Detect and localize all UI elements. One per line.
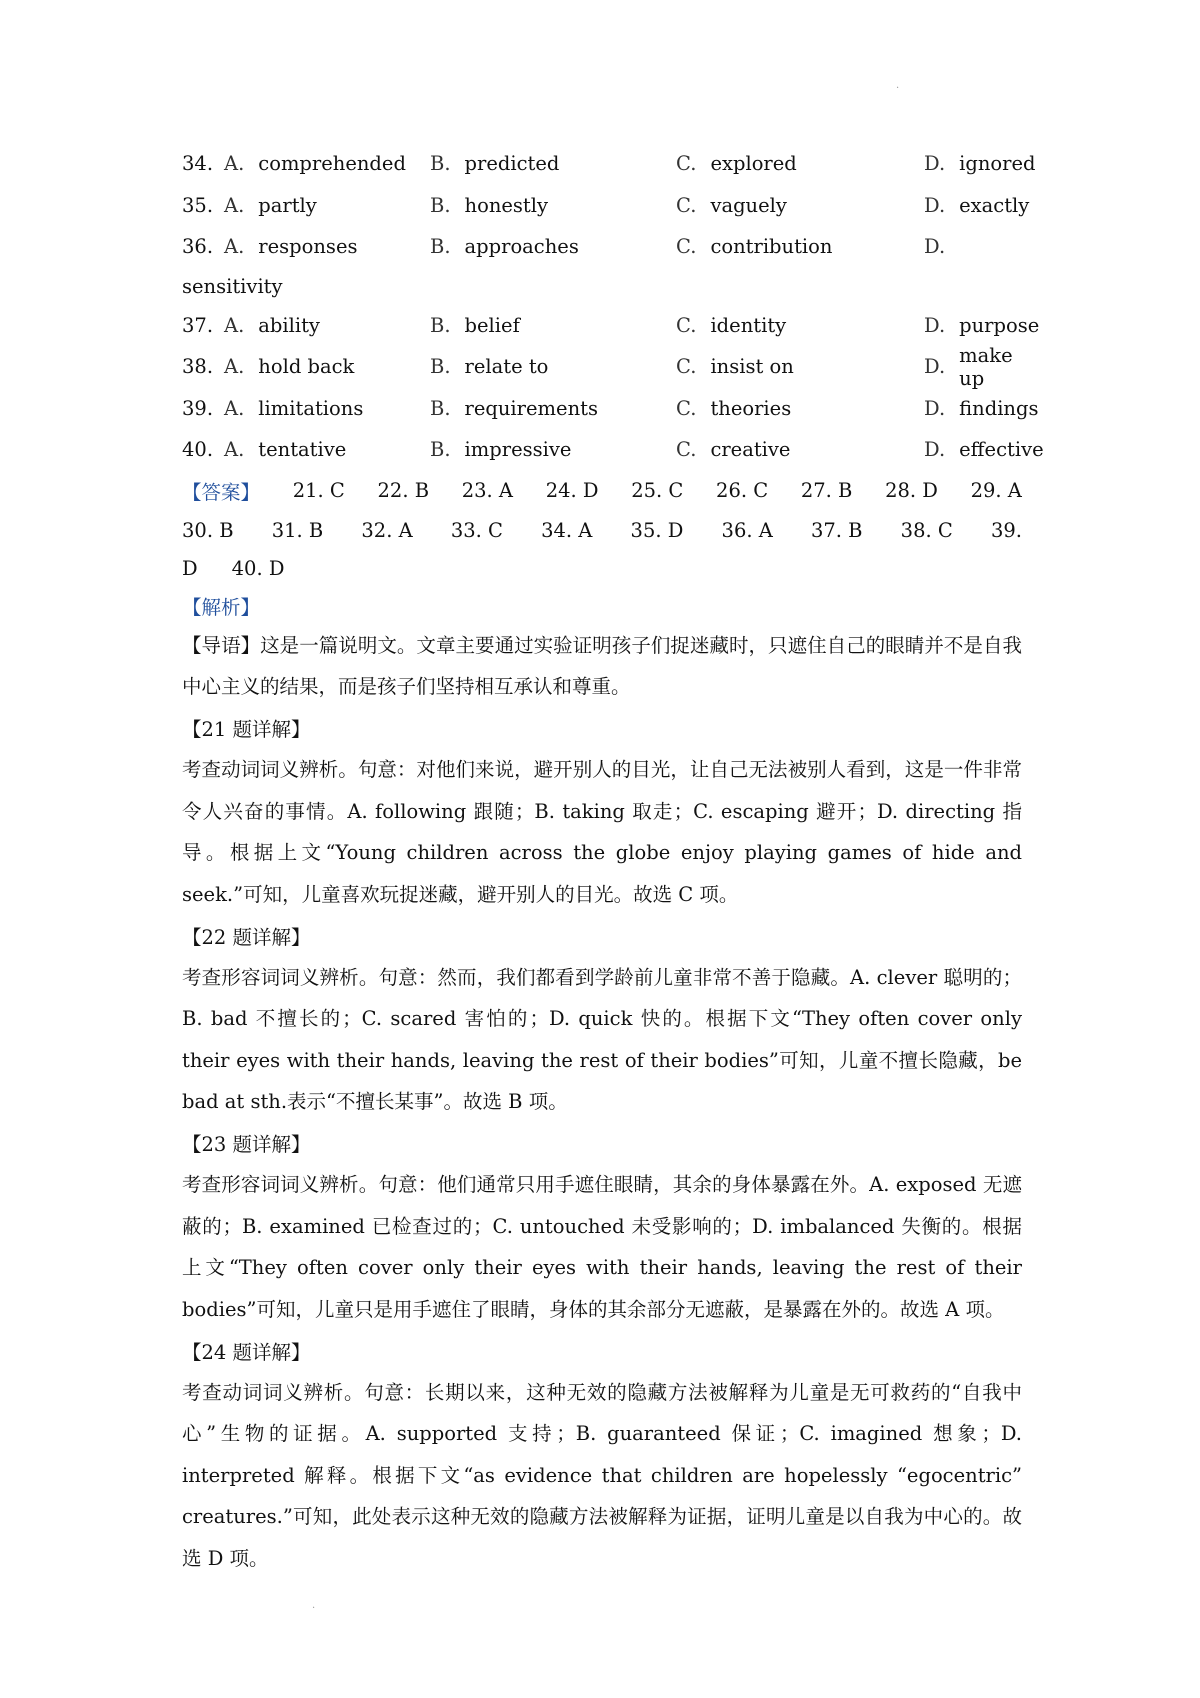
option-d	[924, 193, 1030, 217]
option-text: tentative	[258, 438, 347, 462]
answer-tag: 【答案】	[182, 480, 261, 504]
answer-item: 30. B	[182, 519, 234, 542]
question-39	[182, 388, 1039, 430]
option-d	[924, 396, 1039, 420]
detail-text: 考查形容词词义辨析。句意：然而，我们都看到学龄前儿童非常不善于隐藏。A. clever 聪明的；B. bad 不擅长的；C. scared 害怕的；D. quick 快的。根据下文“They often cover only their eyes with their hands, leaving the rest of their bodies”可知，儿童不擅长隐藏，be bad at sth.表示“不擅长某事”。故选 B 项。	[182, 965, 1022, 1113]
option-text: theories	[710, 396, 792, 420]
question-number: 37.	[182, 313, 214, 337]
detail-text: 考查形容词词义辨析。句意：他们通常只用手遮住眼睛，其余的身体暴露在外。A. exposed 无遮蔽的；B. examined 已检查过的；C. untouched 未受影响的；D. imbalanced 失衡的。根据上文“They often cover only their eyes with their hands, leaving the rest of their bodies”可知，儿童只是用手遮住了眼睛，身体的其余部分无遮蔽，是暴露在外的。故选 A 项。	[182, 1173, 1022, 1321]
option-letter: B.	[430, 152, 451, 176]
question-number: 39.	[182, 396, 214, 420]
option-text: findings	[959, 396, 1039, 420]
option-letter: C.	[676, 193, 697, 217]
option-text: relate to	[464, 355, 549, 379]
option-b	[430, 235, 676, 258]
detail-text: 考查动词词义辨析。句意：长期以来，这种无效的隐藏方法被解释为儿童是无可救药的“自我中心”生物的证据。A. supported 支持；B. guaranteed 保证；C. imagined 想象；D. interpreted 解释。根据下文“as evidence that children are hopelessly “egocentric” creatures.”可知，此处表示这种无效的隐藏方法被解释为证据，证明儿童是以自我为中心的。故选 D 项。	[182, 1380, 1022, 1570]
detail-heading: 【22 题详解】	[182, 925, 311, 949]
option-letter: C.	[676, 235, 697, 259]
answer-item: 21. C	[292, 479, 345, 502]
option-letter: A.	[224, 193, 245, 217]
answer-key	[182, 471, 1022, 587]
answer-item: 37. B	[810, 519, 863, 542]
option-text: make up	[959, 343, 1013, 390]
answer-item: D	[182, 557, 198, 580]
answer-item: 23. A	[461, 479, 514, 502]
option-text: limitations	[258, 396, 364, 420]
option-text: honestly	[464, 193, 549, 217]
option-letter: D.	[924, 438, 946, 462]
option-letter: A.	[224, 396, 245, 420]
question-40	[182, 429, 1044, 471]
option-letter: D.	[924, 235, 946, 259]
option-d	[924, 313, 1040, 337]
option-b	[430, 438, 676, 461]
answer-item: 31. B	[271, 519, 324, 542]
question-36	[182, 226, 1022, 268]
option-b	[430, 314, 676, 337]
answer-row-3	[182, 551, 1022, 587]
option-text: comprehended	[258, 152, 406, 176]
option-a	[224, 152, 430, 175]
option-c	[676, 397, 924, 420]
scan-dot: .	[312, 1600, 316, 1611]
answer-item: 35. D	[630, 519, 684, 542]
option-b	[430, 397, 676, 420]
option-a	[224, 355, 430, 378]
question-list	[182, 143, 1044, 471]
answer-item: 39.	[990, 519, 1022, 542]
detail-section-22	[182, 915, 1022, 1123]
answer-item: 22. B	[377, 479, 430, 502]
option-c	[676, 235, 924, 258]
answer-item: 26. C	[716, 479, 769, 502]
option-text: effective	[959, 438, 1044, 462]
question-number: 34.	[182, 152, 214, 176]
option-text: insist on	[710, 355, 794, 379]
option-text: ignored	[959, 152, 1036, 176]
answer-item: 27. B	[800, 479, 853, 502]
answer-item: 24. D	[545, 479, 599, 502]
option-letter: A.	[224, 313, 245, 337]
detail-heading: 【23 题详解】	[182, 1133, 311, 1157]
content	[182, 143, 1044, 1579]
option-text: responses	[258, 235, 358, 259]
question-number: 38.	[182, 355, 214, 379]
option-text: approaches	[464, 235, 579, 259]
question-37	[182, 305, 1040, 347]
option-text: predicted	[464, 152, 560, 176]
option-c	[676, 355, 924, 378]
scan-dot: .	[896, 80, 900, 91]
answer-item: 38. C	[900, 519, 953, 542]
option-d	[924, 344, 1022, 390]
answer-item: 34. A	[541, 519, 593, 542]
option-d	[924, 438, 1044, 462]
analysis-tag: 【解析】	[182, 595, 261, 619]
option-letter: D.	[924, 396, 946, 420]
question-number: 36.	[182, 235, 214, 259]
option-a	[224, 438, 430, 461]
detail-heading: 【24 题详解】	[182, 1340, 311, 1364]
option-letter: B.	[430, 396, 451, 420]
option-d-wrapped-text: sensitivity	[182, 274, 283, 298]
option-letter: C.	[676, 313, 697, 337]
option-text: creative	[710, 438, 791, 462]
guide-paragraph: 【导语】这是一篇说明文。文章主要通过实验证明孩子们捉迷藏时，只遮住自己的眼睛并不是自我中心主义的结果，而是孩子们坚持相互承认和尊重。	[182, 633, 1022, 698]
option-letter: B.	[430, 438, 451, 462]
option-letter: A.	[224, 355, 245, 379]
question-number: 35.	[182, 193, 214, 217]
option-text: ability	[258, 313, 320, 337]
option-a	[224, 314, 430, 337]
detail-heading: 【21 题详解】	[182, 718, 311, 742]
option-letter: D.	[924, 355, 946, 379]
option-text: identity	[710, 313, 787, 337]
answer-item: 29. A	[970, 479, 1022, 502]
option-text: contribution	[710, 235, 833, 259]
option-text: belief	[464, 313, 520, 337]
option-a	[224, 397, 430, 420]
detail-section-23	[182, 1123, 1022, 1331]
option-letter: C.	[676, 438, 697, 462]
option-letter: B.	[430, 355, 451, 379]
detail-text: 考查动词词义辨析。句意：对他们来说，避开别人的目光，让自己无法被别人看到，这是一件非常令人兴奋的事情。A. following 跟随；B. taking 取走；C. escaping 避开；D. directing 指导。根据上文“Young children across the globe enjoy playing games of hide and seek.”可知，儿童喜欢玩捉迷藏，避开别人的目光。故选 C 项。	[182, 758, 1022, 906]
option-text: partly	[258, 193, 317, 217]
option-text: impressive	[464, 438, 572, 462]
answer-item: 25. C	[631, 479, 684, 502]
option-d	[924, 235, 1022, 258]
answer-item: 32. A	[361, 519, 413, 542]
option-letter: D.	[924, 193, 946, 217]
option-letter: B.	[430, 235, 451, 259]
option-b	[430, 152, 676, 175]
answer-item: 28. D	[885, 479, 938, 502]
option-letter: A.	[224, 438, 245, 462]
option-d	[924, 152, 1036, 176]
option-letter: C.	[676, 152, 697, 176]
option-letter: D.	[924, 152, 946, 176]
option-c	[676, 152, 924, 175]
answer-item: 36. A	[721, 519, 773, 542]
answer-item: 33. C	[450, 519, 503, 542]
option-text: explored	[710, 152, 797, 176]
question-35	[182, 185, 1030, 227]
option-text: requirements	[464, 396, 598, 420]
option-c	[676, 314, 924, 337]
question-38	[182, 343, 1022, 390]
option-letter: B.	[430, 193, 451, 217]
option-text: exactly	[959, 193, 1030, 217]
option-b	[430, 194, 676, 217]
question-number: 40.	[182, 438, 214, 462]
option-b	[430, 355, 676, 378]
option-text: hold back	[258, 355, 355, 379]
answer-row-2	[182, 511, 1022, 551]
option-letter: A.	[224, 235, 245, 259]
option-a	[224, 235, 430, 258]
option-text: purpose	[959, 313, 1040, 337]
option-letter: D.	[924, 313, 946, 337]
option-text: vaguely	[710, 193, 787, 217]
option-c	[676, 438, 924, 461]
option-c	[676, 194, 924, 217]
detail-section-24	[182, 1330, 1022, 1579]
option-letter: A.	[224, 152, 245, 176]
answer-row-1	[182, 471, 1022, 511]
detail-section-21	[182, 708, 1022, 916]
option-letter: C.	[676, 396, 697, 420]
option-letter: C.	[676, 355, 697, 379]
answer-item: 40. D	[231, 557, 285, 580]
question-34	[182, 143, 1036, 185]
option-letter: B.	[430, 313, 451, 337]
option-a	[224, 194, 430, 217]
